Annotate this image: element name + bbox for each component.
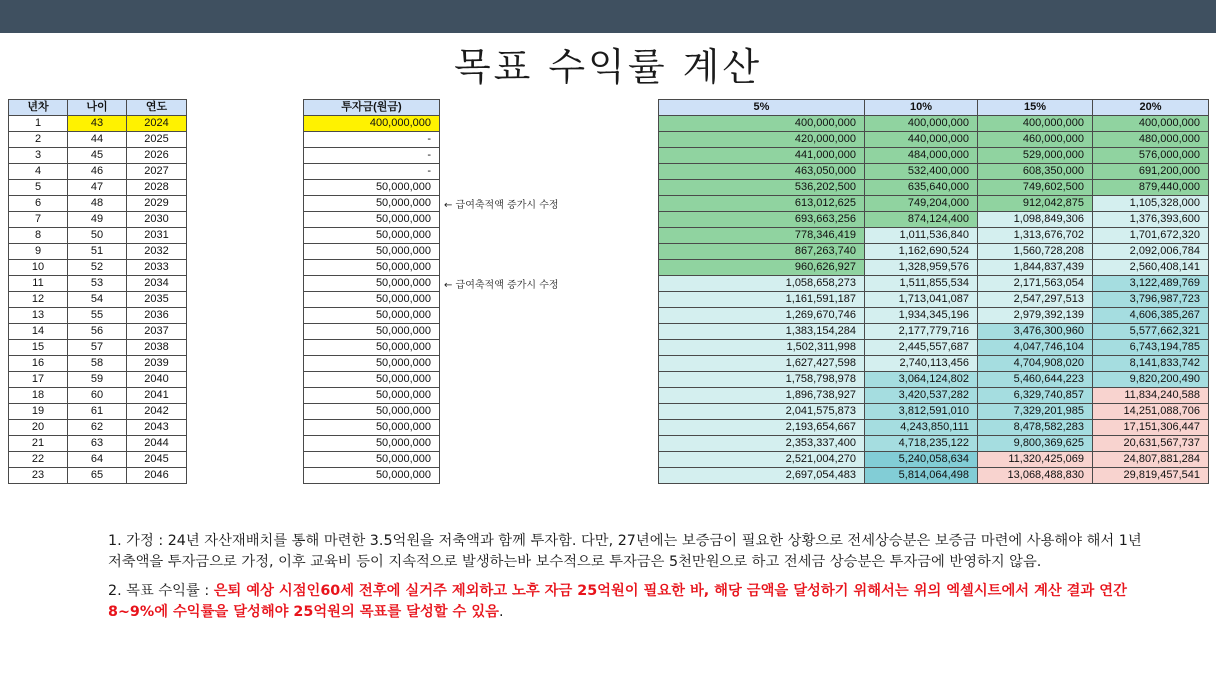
return-cell: 1,269,670,746 [659,308,865,324]
year-age-table [8,99,187,484]
investment-cell: 50,000,000 [304,420,440,436]
table-row [304,212,440,228]
table-row [304,324,440,340]
table-cell: 2037 [127,324,187,340]
table-row [304,468,440,484]
page-title: 목표 수익률 계산 [453,45,763,89]
return-cell: 691,200,000 [1093,164,1209,180]
table-row [9,212,187,228]
table-cell: 44 [68,132,127,148]
return-cell: 874,124,400 [865,212,978,228]
table-cell: 49 [68,212,127,228]
investment-cell: 50,000,000 [304,436,440,452]
table-cell: 3 [9,148,68,164]
return-cell: 3,064,124,802 [865,372,978,388]
return-cell: 1,701,672,320 [1093,228,1209,244]
table-cell: 56 [68,324,127,340]
table-cell: 2036 [127,308,187,324]
table-row [304,228,440,244]
table-row [304,276,440,292]
table-row [659,244,1209,260]
table-cell: 10 [9,260,68,276]
return-cell: 693,663,256 [659,212,865,228]
table-row [9,388,187,404]
table-row [304,132,440,148]
return-cell: 532,400,000 [865,164,978,180]
return-cell: 1,162,690,524 [865,244,978,260]
table-row [9,116,187,132]
investment-cell: 50,000,000 [304,372,440,388]
return-cell: 2,521,004,270 [659,452,865,468]
table-row [659,276,1209,292]
table-row [9,148,187,164]
table-cell: 4 [9,164,68,180]
table-cell: 57 [68,340,127,356]
table-cell: 2040 [127,372,187,388]
return-cell: 480,000,000 [1093,132,1209,148]
table-cell: 62 [68,420,127,436]
table-row [659,340,1209,356]
table-cell: 2027 [127,164,187,180]
edit-note: ← 급여축적액 증가시 수정 [444,200,559,211]
return-cell: 5,814,064,498 [865,468,978,484]
table-cell: 2033 [127,260,187,276]
table-row [9,420,187,436]
return-cell: 400,000,000 [1093,116,1209,132]
table-cell: 14 [9,324,68,340]
return-cell: 3,812,591,010 [865,404,978,420]
return-cell: 1,896,738,927 [659,388,865,404]
table-row [304,196,440,212]
investment-cell: 50,000,000 [304,260,440,276]
investment-header: 투자금(원금) [304,100,440,116]
investment-table [303,99,440,484]
return-cell: 1,627,427,598 [659,356,865,372]
table-row [304,436,440,452]
return-cell: 9,820,200,490 [1093,372,1209,388]
return-cell: 5,460,644,223 [978,372,1093,388]
table-row [9,180,187,196]
return-cell: 912,042,875 [978,196,1093,212]
investment-cell: 50,000,000 [304,292,440,308]
table-row [659,116,1209,132]
table-row [659,324,1209,340]
return-cell: 460,000,000 [978,132,1093,148]
table-cell: 61 [68,404,127,420]
table-cell: 2045 [127,452,187,468]
table-cell: 2041 [127,388,187,404]
table-cell: 12 [9,292,68,308]
table-row [9,452,187,468]
return-cell: 6,329,740,857 [978,388,1093,404]
investment-cell: 50,000,000 [304,324,440,340]
table-cell: 58 [68,356,127,372]
table-row [9,324,187,340]
table-row [659,420,1209,436]
return-cell: 867,263,740 [659,244,865,260]
table-cell: 2 [9,132,68,148]
investment-cell: - [304,164,440,180]
investment-cell: 50,000,000 [304,404,440,420]
table-cell: 63 [68,436,127,452]
rate-header-cell: 10% [865,100,978,116]
return-cell: 960,626,927 [659,260,865,276]
left-header-cell: 연도 [127,100,187,116]
return-cell: 2,547,297,513 [978,292,1093,308]
table-row [659,436,1209,452]
returns-table [658,99,1209,484]
return-cell: 5,240,058,634 [865,452,978,468]
return-cell: 1,011,536,840 [865,228,978,244]
table-row [304,340,440,356]
table-cell: 52 [68,260,127,276]
table-row [659,356,1209,372]
return-cell: 778,346,419 [659,228,865,244]
table-row [304,404,440,420]
table-cell: 2028 [127,180,187,196]
return-cell: 11,320,425,069 [978,452,1093,468]
return-cell: 1,313,676,702 [978,228,1093,244]
table-row [659,404,1209,420]
return-cell: 400,000,000 [659,116,865,132]
note-target-return [108,581,1158,623]
investment-cell: 50,000,000 [304,196,440,212]
return-cell: 1,511,855,534 [865,276,978,292]
return-cell: 2,041,575,873 [659,404,865,420]
table-cell: 54 [68,292,127,308]
notes-section [108,531,1158,623]
table-row [9,308,187,324]
table-row [659,292,1209,308]
investment-cell: 50,000,000 [304,340,440,356]
investment-cell: 50,000,000 [304,212,440,228]
table-cell: 2038 [127,340,187,356]
table-cell: 2030 [127,212,187,228]
rate-header-cell: 20% [1093,100,1209,116]
investment-cell: 400,000,000 [304,116,440,132]
table-cell: 46 [68,164,127,180]
investment-cell: 50,000,000 [304,308,440,324]
return-cell: 2,171,563,054 [978,276,1093,292]
table-cell: 19 [9,404,68,420]
table-row [304,452,440,468]
return-cell: 608,350,000 [978,164,1093,180]
table-cell: 15 [9,340,68,356]
table-row [659,228,1209,244]
table-cell: 2044 [127,436,187,452]
return-cell: 17,151,306,447 [1093,420,1209,436]
return-cell: 24,807,881,284 [1093,452,1209,468]
return-cell: 400,000,000 [865,116,978,132]
return-cell: 8,141,833,742 [1093,356,1209,372]
table-row [304,308,440,324]
table-cell: 2029 [127,196,187,212]
return-cell: 879,440,000 [1093,180,1209,196]
table-row [304,244,440,260]
table-row [659,308,1209,324]
return-cell: 2,092,006,784 [1093,244,1209,260]
return-cell: 14,251,088,706 [1093,404,1209,420]
table-cell: 17 [9,372,68,388]
table-cell: 2039 [127,356,187,372]
table-row [659,164,1209,180]
investment-cell: 50,000,000 [304,244,440,260]
investment-cell: 50,000,000 [304,388,440,404]
return-cell: 484,000,000 [865,148,978,164]
left-header-cell: 년차 [9,100,68,116]
return-cell: 1,713,041,087 [865,292,978,308]
return-cell: 420,000,000 [659,132,865,148]
table-cell: 9 [9,244,68,260]
table-cell: 50 [68,228,127,244]
table-cell: 16 [9,356,68,372]
table-cell: 43 [68,116,127,132]
return-cell: 613,012,625 [659,196,865,212]
return-cell: 576,000,000 [1093,148,1209,164]
table-cell: 48 [68,196,127,212]
return-cell: 1,105,328,000 [1093,196,1209,212]
table-cell: 59 [68,372,127,388]
table-row [659,196,1209,212]
table-cell: 53 [68,276,127,292]
return-cell: 1,328,959,576 [865,260,978,276]
table-cell: 2031 [127,228,187,244]
table-row [9,340,187,356]
table-cell: 65 [68,468,127,484]
table-cell: 6 [9,196,68,212]
table-cell: 7 [9,212,68,228]
return-cell: 1,376,393,600 [1093,212,1209,228]
table-row [659,132,1209,148]
investment-cell: 50,000,000 [304,276,440,292]
table-row [9,164,187,180]
return-cell: 4,704,908,020 [978,356,1093,372]
table-row [304,260,440,276]
return-cell: 536,202,500 [659,180,865,196]
table-row [9,372,187,388]
return-cell: 4,718,235,122 [865,436,978,452]
return-cell: 2,177,779,716 [865,324,978,340]
return-cell: 7,329,201,985 [978,404,1093,420]
table-cell: 2046 [127,468,187,484]
return-cell: 635,640,000 [865,180,978,196]
return-cell: 1,383,154,284 [659,324,865,340]
table-row [304,164,440,180]
table-row [659,148,1209,164]
return-cell: 749,602,500 [978,180,1093,196]
table-row [9,404,187,420]
return-cell: 1,758,798,978 [659,372,865,388]
note-assumption: 1. 가정 : 24년 자산재배치를 통해 마련한 3.5억원을 저축액과 함께 투자함. 다만, 27년에는 보증금이 필요한 상황으로 전세상승분은 보증금 마련에 사용해야 해서 1년 저축액을 투자금으로 가정, 이후 교육비 등이 지속적으로 발생하는바 보수적으로 투자금은 5천만원으로 하고 전세금 상승분은 투자금에 반영하지 않음. [108,533,1142,570]
table-row [9,260,187,276]
table-row [9,132,187,148]
note-target-suffix: . [498,604,504,620]
return-cell: 8,478,582,283 [978,420,1093,436]
return-cell: 3,420,537,282 [865,388,978,404]
table-cell: 55 [68,308,127,324]
table-cell: 2026 [127,148,187,164]
table-cell: 2024 [127,116,187,132]
table-row [9,196,187,212]
table-cell: 1 [9,116,68,132]
return-cell: 1,560,728,208 [978,244,1093,260]
return-cell: 1,502,311,998 [659,340,865,356]
return-cell: 2,193,654,667 [659,420,865,436]
table-cell: 2035 [127,292,187,308]
table-row [9,228,187,244]
table-cell: 22 [9,452,68,468]
investment-cell: - [304,132,440,148]
return-cell: 400,000,000 [978,116,1093,132]
return-cell: 2,353,337,400 [659,436,865,452]
table-cell: 51 [68,244,127,260]
return-cell: 1,161,591,187 [659,292,865,308]
table-row [304,388,440,404]
return-cell: 3,122,489,769 [1093,276,1209,292]
table-row [9,436,187,452]
return-cell: 4,243,850,111 [865,420,978,436]
table-cell: 18 [9,388,68,404]
table-row [9,356,187,372]
table-row [304,420,440,436]
left-header-cell: 나이 [68,100,127,116]
top-banner [0,0,1216,33]
note-target-prefix: 2. 목표 수익률 : [108,583,214,599]
return-cell: 529,000,000 [978,148,1093,164]
return-cell: 11,834,240,588 [1093,388,1209,404]
return-cell: 2,445,557,687 [865,340,978,356]
table-cell: 2034 [127,276,187,292]
return-cell: 749,204,000 [865,196,978,212]
table-row [9,468,187,484]
table-row [304,372,440,388]
table-row [304,116,440,132]
table-row [304,292,440,308]
table-cell: 47 [68,180,127,196]
table-row [659,260,1209,276]
return-cell: 4,047,746,104 [978,340,1093,356]
return-cell: 2,979,392,139 [978,308,1093,324]
investment-cell: 50,000,000 [304,356,440,372]
edit-note: ← 급여축적액 증가시 수정 [444,280,559,291]
rate-header-cell: 5% [659,100,865,116]
table-cell: 2032 [127,244,187,260]
note-target-highlight: 은퇴 예상 시점인60세 전후에 실거주 제외하고 노후 자금 25억원이 필요한 바, 해당 금액을 달성하기 위해서는 위의 엑셀시트에서 계산 결과 연간 8~9%에 수익률을 달성해야 25억원의 목표를 달성할 수 있음 [108,583,1127,620]
table-cell: 8 [9,228,68,244]
table-cell: 20 [9,420,68,436]
table-cell: 2042 [127,404,187,420]
return-cell: 2,740,113,456 [865,356,978,372]
return-cell: 1,098,849,306 [978,212,1093,228]
return-cell: 9,800,369,625 [978,436,1093,452]
return-cell: 2,697,054,483 [659,468,865,484]
table-cell: 13 [9,308,68,324]
table-cell: 5 [9,180,68,196]
investment-cell: 50,000,000 [304,468,440,484]
table-cell: 21 [9,436,68,452]
table-row [304,180,440,196]
investment-cell: - [304,148,440,164]
investment-cell: 50,000,000 [304,452,440,468]
investment-cell: 50,000,000 [304,180,440,196]
investment-cell: 50,000,000 [304,228,440,244]
table-row [659,212,1209,228]
return-cell: 1,844,837,439 [978,260,1093,276]
return-cell: 20,631,567,737 [1093,436,1209,452]
table-cell: 64 [68,452,127,468]
table-row [304,356,440,372]
return-cell: 3,476,300,960 [978,324,1093,340]
table-cell: 45 [68,148,127,164]
return-cell: 441,000,000 [659,148,865,164]
table-row [659,468,1209,484]
return-cell: 463,050,000 [659,164,865,180]
table-cell: 11 [9,276,68,292]
table-row [659,180,1209,196]
return-cell: 2,560,408,141 [1093,260,1209,276]
table-row [659,452,1209,468]
table-row [659,388,1209,404]
table-row [9,244,187,260]
return-cell: 1,058,658,273 [659,276,865,292]
table-cell: 2043 [127,420,187,436]
return-cell: 4,606,385,267 [1093,308,1209,324]
return-cell: 29,819,457,541 [1093,468,1209,484]
return-cell: 6,743,194,785 [1093,340,1209,356]
return-cell: 5,577,662,321 [1093,324,1209,340]
table-cell: 60 [68,388,127,404]
return-cell: 1,934,345,196 [865,308,978,324]
table-cell: 2025 [127,132,187,148]
return-cell: 13,068,488,830 [978,468,1093,484]
table-row [9,292,187,308]
return-cell: 440,000,000 [865,132,978,148]
table-cell: 23 [9,468,68,484]
table-row [659,372,1209,388]
table-row [304,148,440,164]
return-cell: 3,796,987,723 [1093,292,1209,308]
rate-header-cell: 15% [978,100,1093,116]
table-row [9,276,187,292]
